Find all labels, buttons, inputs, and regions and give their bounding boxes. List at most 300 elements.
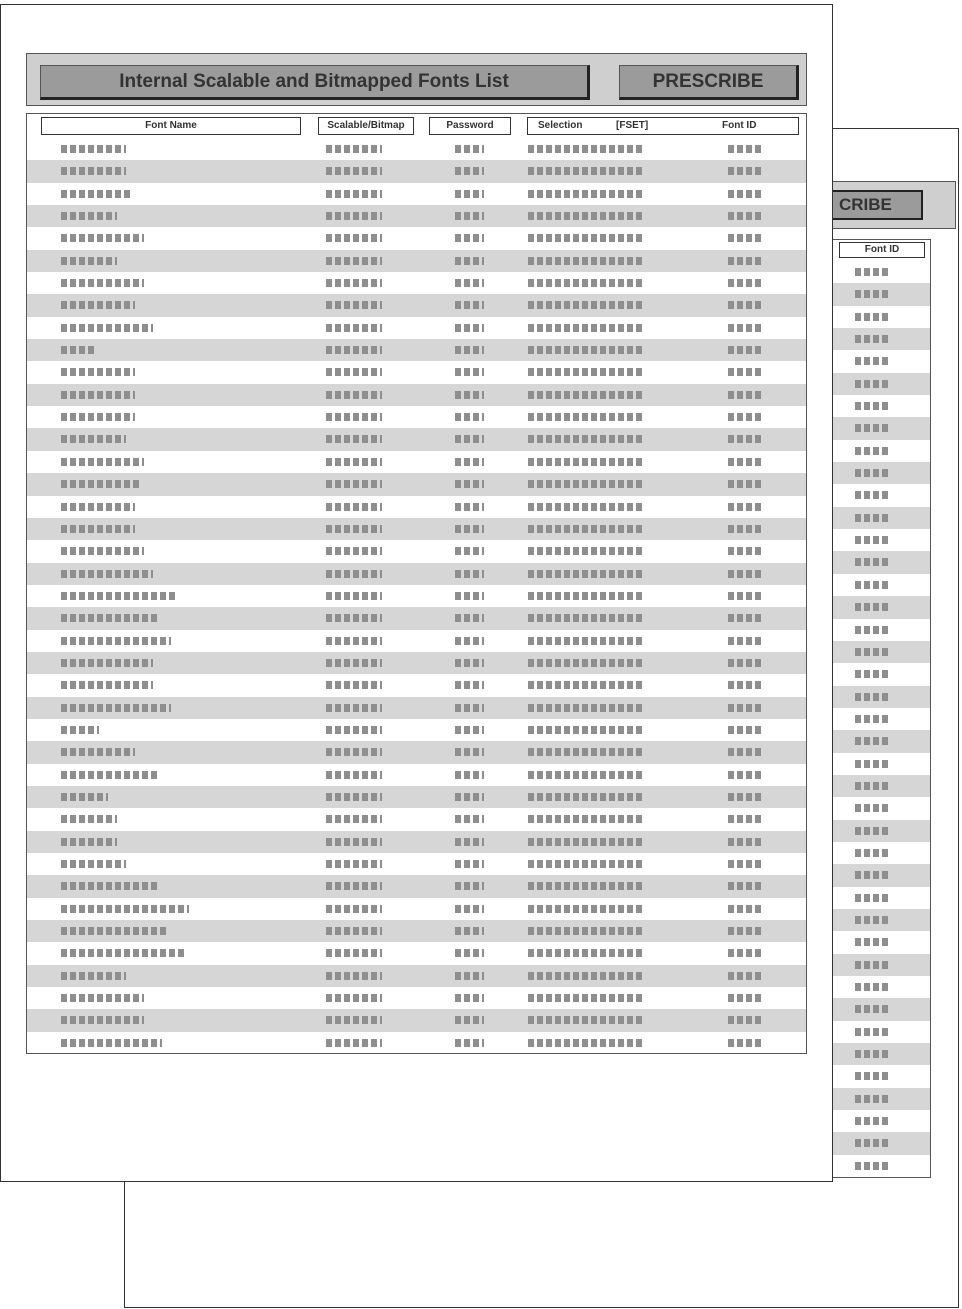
back-font-id-cell: [855, 447, 888, 455]
font-id-cell: [728, 368, 761, 376]
selection-cell: [528, 1016, 642, 1024]
scalable-bitmap-cell: [326, 681, 377, 689]
font-id-cell: [728, 435, 761, 443]
font-id-cell: [728, 927, 761, 935]
password-cell: [455, 838, 479, 846]
selection-cell: [528, 413, 642, 421]
back-font-id-cell: [855, 514, 888, 522]
table-row: [27, 652, 806, 674]
scalable-bitmap-cell: [326, 234, 377, 242]
font-id-cell: [728, 592, 761, 600]
password-cell: [455, 637, 479, 645]
password-cell: [455, 525, 479, 533]
font-name-cell: [61, 748, 130, 756]
password-cell: [455, 659, 479, 667]
selection-cell: [528, 905, 642, 913]
back-table-row: [833, 1065, 930, 1087]
scalable-bitmap-cell: [326, 838, 377, 846]
font-name-cell: [61, 681, 148, 689]
back-font-id-cell: [855, 782, 888, 790]
font-name-cell: [61, 905, 184, 913]
scalable-bitmap-cell-tail: [380, 726, 382, 734]
font-name-cell: [61, 927, 166, 935]
font-name-cell-tail: [124, 435, 126, 443]
selection-cell: [528, 592, 642, 600]
font-id-cell: [728, 994, 761, 1002]
font-name-cell-tail: [151, 681, 153, 689]
scalable-bitmap-cell-tail: [380, 301, 382, 309]
font-id-cell: [728, 659, 761, 667]
password-cell-tail: [482, 838, 484, 846]
table-row: [27, 1032, 806, 1054]
table-row: [27, 607, 806, 629]
back-font-id-cell: [855, 961, 888, 969]
font-name-cell: [61, 972, 121, 980]
back-table-row: [833, 484, 930, 506]
font-name-cell-tail: [124, 972, 126, 980]
scalable-bitmap-cell: [326, 614, 377, 622]
font-id-cell: [728, 234, 761, 242]
back-font-id-cell: [855, 1117, 888, 1125]
scalable-bitmap-cell: [326, 301, 377, 309]
scalable-bitmap-cell-tail: [380, 860, 382, 868]
font-name-cell-tail: [133, 301, 135, 309]
back-page-table: [832, 239, 931, 1178]
font-name-cell: [61, 882, 157, 890]
table-row: [27, 205, 806, 227]
back-font-id-cell: [855, 357, 888, 365]
font-id-cell: [728, 681, 761, 689]
font-id-cell: [728, 949, 761, 957]
selection-cell: [528, 190, 642, 198]
scalable-bitmap-cell-tail: [380, 346, 382, 354]
font-id-cell: [728, 480, 761, 488]
password-cell: [455, 927, 479, 935]
back-table-row: [833, 864, 930, 886]
scalable-bitmap-cell-tail: [380, 257, 382, 265]
password-cell: [455, 212, 479, 220]
back-table-row: [833, 730, 930, 752]
back-table-row: [833, 641, 930, 663]
scalable-bitmap-cell: [326, 927, 377, 935]
scalable-bitmap-cell: [326, 972, 377, 980]
scalable-bitmap-cell: [326, 435, 377, 443]
scalable-bitmap-cell-tail: [380, 793, 382, 801]
password-cell-tail: [482, 503, 484, 511]
selection-cell: [528, 145, 642, 153]
font-name-cell: [61, 525, 130, 533]
back-table-row: [833, 283, 930, 305]
back-font-id-cell: [855, 1005, 888, 1013]
scalable-bitmap-cell: [326, 748, 377, 756]
password-cell: [455, 257, 479, 265]
font-name-cell: [61, 391, 130, 399]
table-row: [27, 585, 806, 607]
back-font-id-cell: [855, 916, 888, 924]
back-table-rows: [833, 261, 930, 1177]
scalable-bitmap-cell-tail: [380, 435, 382, 443]
scalable-bitmap-cell-tail: [380, 167, 382, 175]
font-name-cell-tail: [133, 413, 135, 421]
scalable-bitmap-cell-tail: [380, 547, 382, 555]
selection-cell: [528, 234, 642, 242]
scalable-bitmap-cell: [326, 413, 377, 421]
table-row: [27, 227, 806, 249]
document-title: Internal Scalable and Bitmapped Fonts List: [40, 65, 590, 100]
password-cell-tail: [482, 279, 484, 287]
font-name-cell: [61, 257, 112, 265]
password-cell: [455, 234, 479, 242]
back-table-row: [833, 395, 930, 417]
selection-cell: [528, 301, 642, 309]
font-name-cell-tail: [142, 994, 144, 1002]
table-row: [27, 719, 806, 741]
font-name-cell: [61, 324, 148, 332]
back-font-id-cell: [855, 626, 888, 634]
password-cell: [455, 190, 479, 198]
scalable-bitmap-cell-tail: [380, 614, 382, 622]
password-cell: [455, 547, 479, 555]
font-id-cell: [728, 748, 761, 756]
scalable-bitmap-cell-tail: [380, 190, 382, 198]
font-name-cell-tail: [142, 547, 144, 555]
back-table-row: [833, 931, 930, 953]
back-table-row: [833, 507, 930, 529]
scalable-bitmap-cell: [326, 592, 377, 600]
scalable-bitmap-cell: [326, 391, 377, 399]
font-id-cell: [728, 704, 761, 712]
scalable-bitmap-cell-tail: [380, 637, 382, 645]
back-font-id-cell: [855, 983, 888, 991]
scalable-bitmap-cell: [326, 212, 377, 220]
font-name-cell-tail: [151, 324, 153, 332]
password-cell-tail: [482, 659, 484, 667]
column-header-fset: [FSET]: [616, 120, 649, 131]
back-table-row: [833, 954, 930, 976]
selection-cell: [528, 1039, 642, 1047]
selection-cell: [528, 882, 642, 890]
font-name-cell: [61, 301, 130, 309]
password-cell-tail: [482, 927, 484, 935]
password-cell: [455, 391, 479, 399]
font-name-cell: [61, 994, 139, 1002]
table-row: [27, 853, 806, 875]
back-font-id-cell: [855, 737, 888, 745]
font-name-cell: [61, 458, 139, 466]
back-font-id-cell: [855, 670, 888, 678]
back-table-row: [833, 306, 930, 328]
selection-cell: [528, 368, 642, 376]
back-font-id-cell: [855, 1162, 888, 1170]
font-name-cell: [61, 190, 130, 198]
scalable-bitmap-cell: [326, 949, 377, 957]
password-cell: [455, 480, 479, 488]
font-name-cell-tail: [151, 570, 153, 578]
font-name-cell: [61, 1016, 139, 1024]
font-name-cell: [61, 503, 130, 511]
password-cell-tail: [482, 681, 484, 689]
table-row: [27, 786, 806, 808]
scalable-bitmap-cell-tail: [380, 525, 382, 533]
selection-cell: [528, 860, 642, 868]
selection-cell: [528, 815, 642, 823]
scalable-bitmap-cell-tail: [380, 949, 382, 957]
font-name-cell-tail: [169, 637, 171, 645]
column-header-password: Password: [429, 117, 511, 135]
back-font-id-cell: [855, 648, 888, 656]
back-font-id-cell: [855, 849, 888, 857]
table-row: [27, 518, 806, 540]
selection-cell: [528, 637, 642, 645]
fonts-table-body: [27, 138, 806, 1054]
back-font-id-cell: [855, 827, 888, 835]
font-name-cell-tail: [142, 234, 144, 242]
back-table-row: [833, 440, 930, 462]
table-row: [27, 361, 806, 383]
back-table-row: [833, 775, 930, 797]
selection-cell: [528, 480, 642, 488]
selection-cell: [528, 659, 642, 667]
font-name-cell: [61, 368, 130, 376]
font-id-cell: [728, 167, 761, 175]
table-row: [27, 160, 806, 182]
password-cell-tail: [482, 346, 484, 354]
back-table-row: [833, 820, 930, 842]
back-font-id-cell: [855, 424, 888, 432]
back-table-row: [833, 708, 930, 730]
password-cell: [455, 346, 479, 354]
font-id-cell: [728, 257, 761, 265]
scalable-bitmap-cell: [326, 793, 377, 801]
scalable-bitmap-cell: [326, 1039, 377, 1047]
font-name-cell-tail: [142, 279, 144, 287]
font-id-cell: [728, 301, 761, 309]
password-cell: [455, 413, 479, 421]
password-cell: [455, 1039, 479, 1047]
font-name-cell-tail: [133, 368, 135, 376]
password-cell-tail: [482, 570, 484, 578]
password-cell: [455, 726, 479, 734]
scalable-bitmap-cell: [326, 726, 377, 734]
font-name-cell-tail: [115, 815, 117, 823]
font-name-cell-tail: [133, 748, 135, 756]
selection-cell: [528, 346, 642, 354]
password-cell-tail: [482, 257, 484, 265]
table-row: [27, 451, 806, 473]
column-header-selection-group: [527, 117, 799, 135]
table-row: [27, 764, 806, 786]
font-id-cell: [728, 324, 761, 332]
table-row: [27, 183, 806, 205]
scalable-bitmap-cell: [326, 905, 377, 913]
selection-cell: [528, 838, 642, 846]
back-font-id-cell: [855, 491, 888, 499]
password-cell: [455, 882, 479, 890]
scalable-bitmap-cell: [326, 167, 377, 175]
scalable-bitmap-cell: [326, 257, 377, 265]
password-cell-tail: [482, 301, 484, 309]
password-cell: [455, 815, 479, 823]
password-cell: [455, 435, 479, 443]
scalable-bitmap-cell-tail: [380, 1039, 382, 1047]
font-name-cell: [61, 346, 94, 354]
font-name-cell: [61, 949, 184, 957]
font-name-cell-tail: [106, 793, 108, 801]
font-id-cell: [728, 838, 761, 846]
scalable-bitmap-cell-tail: [380, 748, 382, 756]
selection-cell: [528, 614, 642, 622]
password-cell: [455, 301, 479, 309]
back-font-id-cell: [855, 290, 888, 298]
font-id-cell: [728, 771, 761, 779]
font-name-cell: [61, 793, 103, 801]
password-cell: [455, 1016, 479, 1024]
font-name-cell-tail: [142, 458, 144, 466]
table-row: [27, 808, 806, 830]
back-font-id-cell: [855, 1095, 888, 1103]
password-cell: [455, 324, 479, 332]
selection-cell: [528, 525, 642, 533]
font-name-cell: [61, 279, 139, 287]
back-font-id-cell: [855, 380, 888, 388]
font-name-cell: [61, 435, 121, 443]
scalable-bitmap-cell: [326, 771, 377, 779]
back-font-id-cell: [855, 715, 888, 723]
selection-cell: [528, 212, 642, 220]
font-name-cell: [61, 637, 166, 645]
font-name-cell: [61, 815, 112, 823]
font-id-cell: [728, 458, 761, 466]
password-cell-tail: [482, 793, 484, 801]
password-cell-tail: [482, 637, 484, 645]
password-cell-tail: [482, 480, 484, 488]
font-name-cell: [61, 771, 157, 779]
scalable-bitmap-cell: [326, 637, 377, 645]
font-name-cell: [61, 234, 139, 242]
font-id-cell: [728, 570, 761, 578]
back-table-row: [833, 462, 930, 484]
column-header-font-id: Font ID: [722, 120, 757, 131]
password-cell: [455, 167, 479, 175]
password-cell-tail: [482, 458, 484, 466]
back-table-row: [833, 909, 930, 931]
password-cell: [455, 860, 479, 868]
font-name-cell-tail: [124, 860, 126, 868]
password-cell-tail: [482, 905, 484, 913]
scalable-bitmap-cell: [326, 659, 377, 667]
font-name-cell-tail: [142, 1016, 144, 1024]
font-id-cell: [728, 882, 761, 890]
font-name-cell: [61, 1039, 157, 1047]
selection-cell: [528, 949, 642, 957]
table-row: [27, 473, 806, 495]
back-font-id-cell: [855, 938, 888, 946]
back-font-id-cell: [855, 1139, 888, 1147]
back-table-row: [833, 350, 930, 372]
password-cell-tail: [482, 525, 484, 533]
back-table-row: [833, 328, 930, 350]
scalable-bitmap-cell-tail: [380, 972, 382, 980]
font-id-cell: [728, 145, 761, 153]
back-table-row: [833, 887, 930, 909]
back-table-row: [833, 1155, 930, 1177]
column-header-scalable-bitmap: Scalable/Bitmap: [318, 117, 414, 135]
back-table-row: [833, 529, 930, 551]
selection-cell: [528, 570, 642, 578]
font-name-cell: [61, 212, 112, 220]
table-row: [27, 406, 806, 428]
front-page: [0, 4, 833, 1182]
font-name-cell: [61, 614, 157, 622]
password-cell-tail: [482, 391, 484, 399]
back-table-row: [833, 574, 930, 596]
password-cell-tail: [482, 972, 484, 980]
font-id-cell: [728, 525, 761, 533]
selection-cell: [528, 748, 642, 756]
password-cell: [455, 972, 479, 980]
selection-cell: [528, 771, 642, 779]
selection-cell: [528, 927, 642, 935]
font-id-cell: [728, 726, 761, 734]
table-row: [27, 942, 806, 964]
password-cell: [455, 503, 479, 511]
scalable-bitmap-cell-tail: [380, 838, 382, 846]
back-page-header: [832, 181, 956, 229]
font-name-cell-tail: [187, 905, 189, 913]
table-row: [27, 674, 806, 696]
password-cell-tail: [482, 547, 484, 555]
font-name-cell-tail: [115, 257, 117, 265]
font-id-cell: [728, 614, 761, 622]
font-id-cell: [728, 413, 761, 421]
scalable-bitmap-cell-tail: [380, 212, 382, 220]
selection-cell: [528, 324, 642, 332]
password-cell-tail: [482, 949, 484, 957]
column-header-font-name: Font Name: [41, 117, 301, 135]
scalable-bitmap-cell: [326, 547, 377, 555]
font-name-cell: [61, 659, 148, 667]
back-table-row: [833, 619, 930, 641]
scalable-bitmap-cell-tail: [380, 413, 382, 421]
back-table-row: [833, 1088, 930, 1110]
font-id-cell: [728, 547, 761, 555]
back-prescribe-label: CRIBE: [833, 190, 923, 220]
font-id-cell: [728, 793, 761, 801]
back-font-id-cell: [855, 335, 888, 343]
scalable-bitmap-cell: [326, 704, 377, 712]
table-row: [27, 831, 806, 853]
scalable-bitmap-cell-tail: [380, 1016, 382, 1024]
font-name-cell: [61, 838, 112, 846]
scalable-bitmap-cell-tail: [380, 927, 382, 935]
password-cell-tail: [482, 704, 484, 712]
font-name-cell-tail: [115, 838, 117, 846]
font-name-cell-tail: [97, 726, 99, 734]
font-id-cell: [728, 346, 761, 354]
font-name-cell-tail: [133, 525, 135, 533]
scalable-bitmap-cell-tail: [380, 324, 382, 332]
password-cell: [455, 368, 479, 376]
selection-cell: [528, 257, 642, 265]
table-row: [27, 987, 806, 1009]
table-row: [27, 294, 806, 316]
font-name-cell: [61, 592, 175, 600]
table-row: [27, 875, 806, 897]
password-cell: [455, 279, 479, 287]
selection-cell: [528, 972, 642, 980]
font-id-cell: [728, 815, 761, 823]
table-row: [27, 250, 806, 272]
